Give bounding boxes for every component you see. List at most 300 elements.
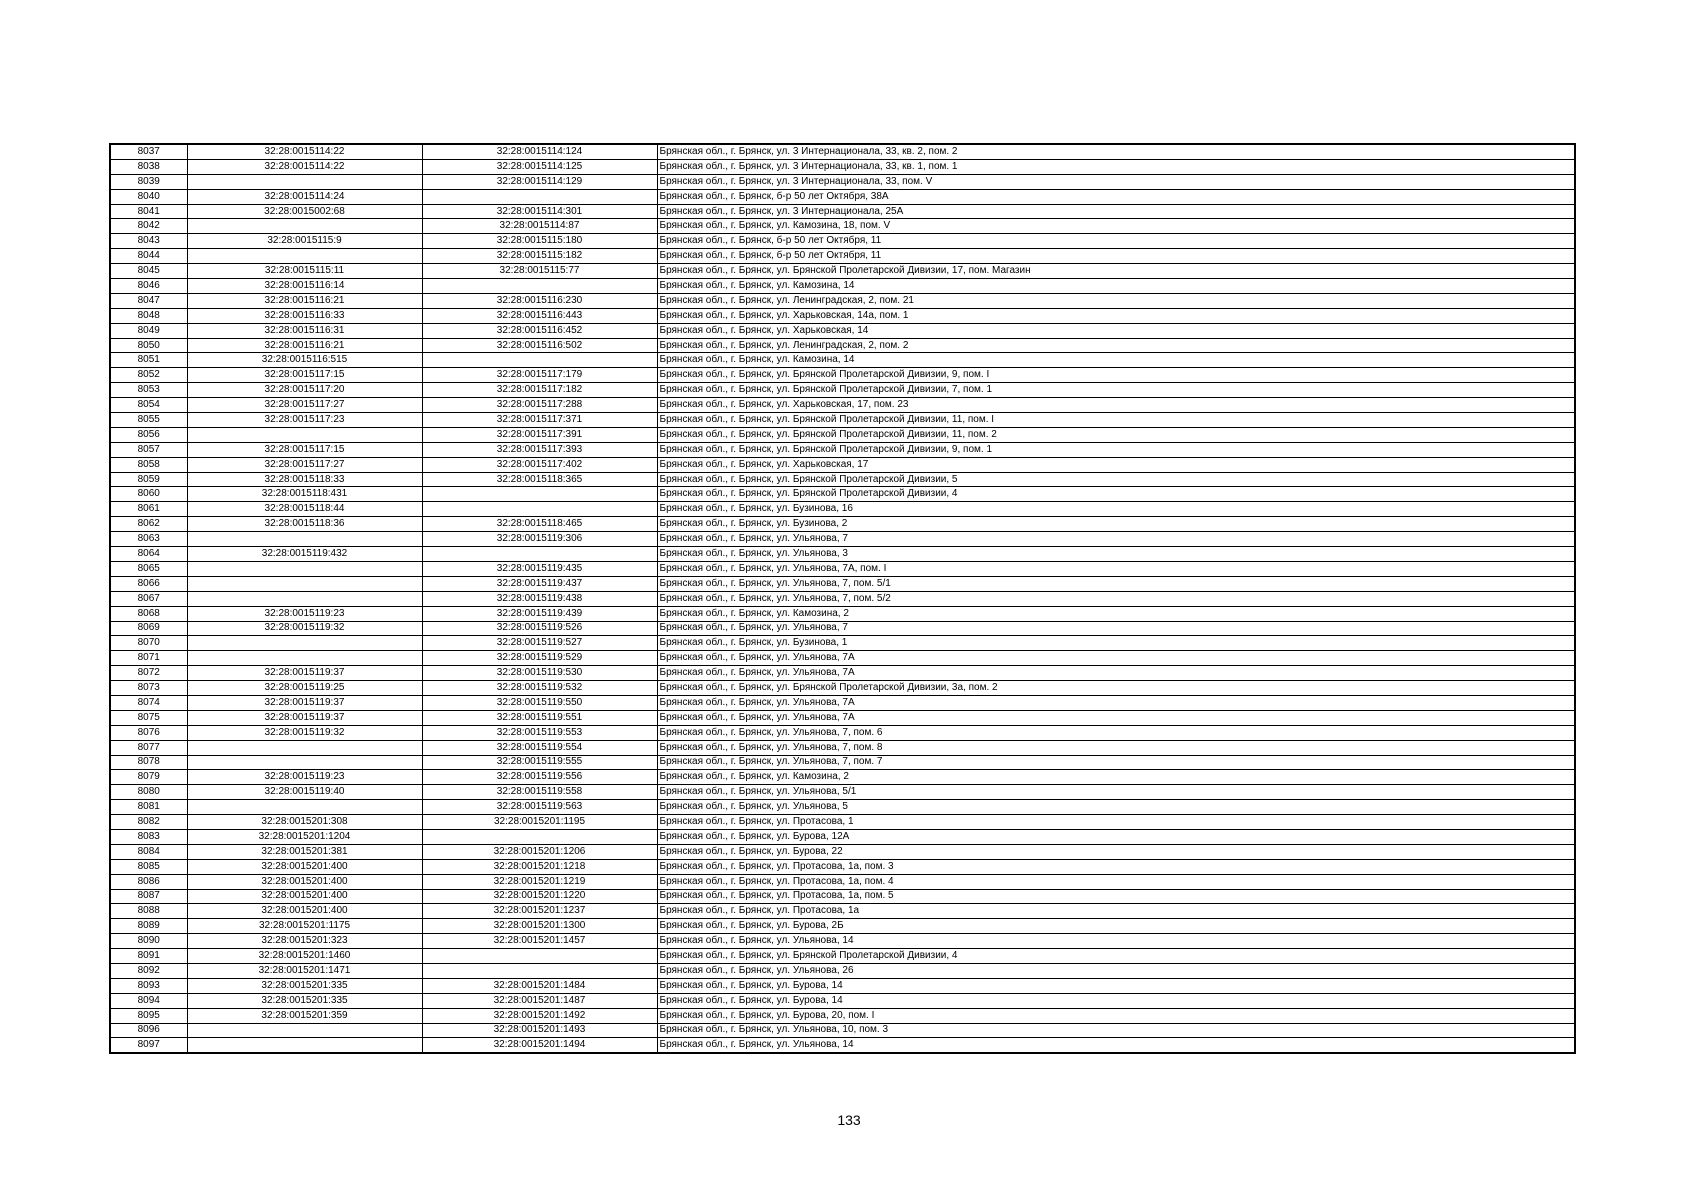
building-cadastral-number-cell: 32:28:0015116:230 [422,293,657,308]
row-number-cell: 8042 [110,219,187,234]
table-row [110,517,1575,532]
row-number-cell: 8075 [110,710,187,725]
parcel-cadastral-number-cell: 32:28:0015114:24 [187,189,422,204]
address-cell: Брянская обл., г. Брянск, ул. Ленинградская, 2, пом. 21 [657,293,1575,308]
parcel-cadastral-number-cell: 32:28:0015116:31 [187,323,422,338]
table-row [110,532,1575,547]
row-number-cell: 8086 [110,874,187,889]
parcel-cadastral-number-cell: 32:28:0015115:9 [187,234,422,249]
row-number-cell: 8049 [110,323,187,338]
address-cell: Брянская обл., г. Брянск, ул. Ульянова, 7А [657,666,1575,681]
parcel-cadastral-number-cell: 32:28:0015119:32 [187,621,422,636]
table-row [110,159,1575,174]
address-cell: Брянская обл., г. Брянск, ул. Бурова, 14 [657,978,1575,993]
address-cell: Брянская обл., г. Брянск, ул. Брянской Пролетарской Дивизии, 17, пом. Магазин [657,264,1575,279]
parcel-cadastral-number-cell: 32:28:0015201:1175 [187,919,422,934]
parcel-cadastral-number-cell: 32:28:0015119:37 [187,695,422,710]
table-row [110,978,1575,993]
parcel-cadastral-number-cell [187,576,422,591]
building-cadastral-number-cell: 32:28:0015201:1237 [422,904,657,919]
table-row [110,487,1575,502]
address-cell: Брянская обл., г. Брянск, ул. Ульянова, 7, пом. 5/1 [657,576,1575,591]
row-number-cell: 8038 [110,159,187,174]
row-number-cell: 8051 [110,353,187,368]
address-cell: Брянская обл., г. Брянск, ул. Ульянова, 7, пом. 7 [657,755,1575,770]
address-cell: Брянская обл., г. Брянск, ул. Брянской Пролетарской Дивизии, 5 [657,472,1575,487]
address-cell: Брянская обл., г. Брянск, ул. Харьковская, 14а, пом. 1 [657,308,1575,323]
parcel-cadastral-number-cell: 32:28:0015201:400 [187,904,422,919]
parcel-cadastral-number-cell: 32:28:0015119:23 [187,770,422,785]
address-cell: Брянская обл., г. Брянск, ул. Камозина, 18, пом. V [657,219,1575,234]
row-number-cell: 8095 [110,1008,187,1023]
address-cell: Брянская обл., г. Брянск, ул. Камозина, 2 [657,770,1575,785]
row-number-cell: 8094 [110,993,187,1008]
table-row [110,770,1575,785]
row-number-cell: 8059 [110,472,187,487]
building-cadastral-number-cell: 32:28:0015114:87 [422,219,657,234]
address-cell: Брянская обл., г. Брянск, ул. 3 Интернационала, 33, кв. 2, пом. 2 [657,144,1575,159]
address-cell: Брянская обл., г. Брянск, ул. Ульянова, 10, пом. 3 [657,1023,1575,1038]
address-cell: Брянская обл., г. Брянск, ул. Харьковская, 17 [657,457,1575,472]
table-row [110,859,1575,874]
parcel-cadastral-number-cell [187,561,422,576]
parcel-cadastral-number-cell: 32:28:0015117:20 [187,383,422,398]
building-cadastral-number-cell [422,829,657,844]
building-cadastral-number-cell: 32:28:0015117:182 [422,383,657,398]
table-row [110,815,1575,830]
address-cell: Брянская обл., г. Брянск, ул. Бузинова, 16 [657,502,1575,517]
row-number-cell: 8050 [110,338,187,353]
row-number-cell: 8060 [110,487,187,502]
row-number-cell: 8068 [110,606,187,621]
address-cell: Брянская обл., г. Брянск, ул. Брянской Пролетарской Дивизии, 11, пом. I [657,413,1575,428]
building-cadastral-number-cell: 32:28:0015119:532 [422,681,657,696]
parcel-cadastral-number-cell: 32:28:0015117:27 [187,457,422,472]
table-row [110,636,1575,651]
address-cell: Брянская обл., г. Брянск, ул. Брянской Пролетарской Дивизии, 4 [657,949,1575,964]
parcel-cadastral-number-cell: 32:28:0015201:335 [187,978,422,993]
building-cadastral-number-cell: 32:28:0015117:393 [422,442,657,457]
table-row [110,1038,1575,1053]
row-number-cell: 8087 [110,889,187,904]
table-body [110,144,1575,1053]
table-row [110,144,1575,159]
address-cell: Брянская обл., г. Брянск, ул. Брянской Пролетарской Дивизии, 9, пом. 1 [657,442,1575,457]
row-number-cell: 8043 [110,234,187,249]
building-cadastral-number-cell: 32:28:0015119:530 [422,666,657,681]
row-number-cell: 8079 [110,770,187,785]
table-row [110,725,1575,740]
parcel-cadastral-number-cell: 32:28:0015201:400 [187,859,422,874]
table-row [110,874,1575,889]
parcel-cadastral-number-cell: 32:28:0015201:308 [187,815,422,830]
row-number-cell: 8046 [110,279,187,294]
parcel-cadastral-number-cell [187,427,422,442]
parcel-cadastral-number-cell: 32:28:0015119:37 [187,710,422,725]
address-cell: Брянская обл., г. Брянск, ул. Ульянова, 26 [657,963,1575,978]
address-cell: Брянская обл., г. Брянск, ул. Протасова, 1а, пом. 4 [657,874,1575,889]
row-number-cell: 8084 [110,844,187,859]
parcel-cadastral-number-cell: 32:28:0015116:14 [187,279,422,294]
building-cadastral-number-cell [422,487,657,502]
building-cadastral-number-cell: 32:28:0015117:402 [422,457,657,472]
address-cell: Брянская обл., г. Брянск, ул. Ленинградская, 2, пом. 2 [657,338,1575,353]
address-cell: Брянская обл., г. Брянск, б-р 50 лет Октября, 11 [657,234,1575,249]
table-row [110,949,1575,964]
building-cadastral-number-cell: 32:28:0015118:465 [422,517,657,532]
address-cell: Брянская обл., г. Брянск, б-р 50 лет Октября, 38А [657,189,1575,204]
address-cell: Брянская обл., г. Брянск, ул. Протасова, 1 [657,815,1575,830]
parcel-cadastral-number-cell: 32:28:0015119:23 [187,606,422,621]
table-row [110,308,1575,323]
building-cadastral-number-cell: 32:28:0015201:1219 [422,874,657,889]
parcel-cadastral-number-cell: 32:28:0015117:27 [187,398,422,413]
address-cell: Брянская обл., г. Брянск, ул. Брянской Пролетарской Дивизии, 4 [657,487,1575,502]
table-row [110,800,1575,815]
parcel-cadastral-number-cell: 32:28:0015118:431 [187,487,422,502]
table-row [110,651,1575,666]
building-cadastral-number-cell: 32:28:0015201:1492 [422,1008,657,1023]
row-number-cell: 8067 [110,591,187,606]
parcel-cadastral-number-cell: 32:28:0015201:400 [187,874,422,889]
table-row [110,919,1575,934]
parcel-cadastral-number-cell: 32:28:0015002:68 [187,204,422,219]
table-row [110,502,1575,517]
table-row [110,338,1575,353]
building-cadastral-number-cell: 32:28:0015115:182 [422,249,657,264]
table-row [110,666,1575,681]
row-number-cell: 8089 [110,919,187,934]
address-cell: Брянская обл., г. Брянск, ул. Ульянова, 7А [657,695,1575,710]
parcel-cadastral-number-cell: 32:28:0015119:40 [187,785,422,800]
building-cadastral-number-cell: 32:28:0015201:1218 [422,859,657,874]
table-row [110,844,1575,859]
building-cadastral-number-cell [422,279,657,294]
parcel-cadastral-number-cell [187,591,422,606]
row-number-cell: 8090 [110,934,187,949]
row-number-cell: 8053 [110,383,187,398]
table-row [110,323,1575,338]
table-row [110,264,1575,279]
address-cell: Брянская обл., г. Брянск, ул. Бурова, 22 [657,844,1575,859]
parcel-cadastral-number-cell [187,219,422,234]
building-cadastral-number-cell: 32:28:0015117:371 [422,413,657,428]
table-row [110,219,1575,234]
row-number-cell: 8047 [110,293,187,308]
building-cadastral-number-cell: 32:28:0015119:437 [422,576,657,591]
address-cell: Брянская обл., г. Брянск, ул. Брянской Пролетарской Дивизии, 3а, пом. 2 [657,681,1575,696]
building-cadastral-number-cell: 32:28:0015119:306 [422,532,657,547]
building-cadastral-number-cell: 32:28:0015119:550 [422,695,657,710]
row-number-cell: 8083 [110,829,187,844]
parcel-cadastral-number-cell [187,800,422,815]
parcel-cadastral-number-cell [187,1038,422,1053]
parcel-cadastral-number-cell [187,1023,422,1038]
row-number-cell: 8044 [110,249,187,264]
table-row [110,457,1575,472]
address-cell: Брянская обл., г. Брянск, ул. Протасова, 1а, пом. 5 [657,889,1575,904]
row-number-cell: 8080 [110,785,187,800]
parcel-cadastral-number-cell: 32:28:0015114:22 [187,144,422,159]
table-row [110,189,1575,204]
table-row [110,234,1575,249]
table-row [110,934,1575,949]
building-cadastral-number-cell: 32:28:0015114:124 [422,144,657,159]
row-number-cell: 8062 [110,517,187,532]
address-cell: Брянская обл., г. Брянск, ул. Бурова, 20, пом. I [657,1008,1575,1023]
table-row [110,785,1575,800]
parcel-cadastral-number-cell [187,755,422,770]
building-cadastral-number-cell: 32:28:0015117:391 [422,427,657,442]
building-cadastral-number-cell: 32:28:0015119:527 [422,636,657,651]
table-row [110,249,1575,264]
address-cell: Брянская обл., г. Брянск, ул. Бурова, 14 [657,993,1575,1008]
building-cadastral-number-cell: 32:28:0015119:526 [422,621,657,636]
building-cadastral-number-cell [422,547,657,562]
row-number-cell: 8056 [110,427,187,442]
parcel-cadastral-number-cell: 32:28:0015117:15 [187,368,422,383]
building-cadastral-number-cell: 32:28:0015201:1493 [422,1023,657,1038]
row-number-cell: 8082 [110,815,187,830]
row-number-cell: 8078 [110,755,187,770]
parcel-cadastral-number-cell: 32:28:0015119:32 [187,725,422,740]
row-number-cell: 8077 [110,740,187,755]
address-cell: Брянская обл., г. Брянск, ул. Брянской Пролетарской Дивизии, 9, пом. I [657,368,1575,383]
row-number-cell: 8037 [110,144,187,159]
building-cadastral-number-cell: 32:28:0015119:439 [422,606,657,621]
address-cell: Брянская обл., г. Брянск, ул. 3 Интернационала, 33, кв. 1, пом. 1 [657,159,1575,174]
row-number-cell: 8097 [110,1038,187,1053]
address-cell: Брянская обл., г. Брянск, ул. Брянской Пролетарской Дивизии, 11, пом. 2 [657,427,1575,442]
table-row [110,398,1575,413]
address-cell: Брянская обл., г. Брянск, ул. 3 Интернационала, 33, пом. V [657,174,1575,189]
row-number-cell: 8040 [110,189,187,204]
row-number-cell: 8058 [110,457,187,472]
building-cadastral-number-cell: 32:28:0015119:558 [422,785,657,800]
building-cadastral-number-cell [422,963,657,978]
address-cell: Брянская обл., г. Брянск, ул. Ульянова, 7, пом. 8 [657,740,1575,755]
parcel-cadastral-number-cell: 32:28:0015201:323 [187,934,422,949]
address-cell: Брянская обл., г. Брянск, ул. Бурова, 12А [657,829,1575,844]
row-number-cell: 8088 [110,904,187,919]
row-number-cell: 8048 [110,308,187,323]
address-cell: Брянская обл., г. Брянск, ул. Бурова, 2Б [657,919,1575,934]
row-number-cell: 8081 [110,800,187,815]
building-cadastral-number-cell: 32:28:0015201:1487 [422,993,657,1008]
address-cell: Брянская обл., г. Брянск, ул. Брянской Пролетарской Дивизии, 7, пом. 1 [657,383,1575,398]
table-row [110,1008,1575,1023]
address-cell: Брянская обл., г. Брянск, ул. Харьковская, 17, пом. 23 [657,398,1575,413]
table-row [110,621,1575,636]
building-cadastral-number-cell: 32:28:0015114:129 [422,174,657,189]
table-row [110,755,1575,770]
building-cadastral-number-cell: 32:28:0015115:77 [422,264,657,279]
parcel-cadastral-number-cell: 32:28:0015201:1471 [187,963,422,978]
row-number-cell: 8071 [110,651,187,666]
row-number-cell: 8054 [110,398,187,413]
parcel-cadastral-number-cell: 32:28:0015201:400 [187,889,422,904]
address-cell: Брянская обл., г. Брянск, ул. Ульянова, 7, пом. 5/2 [657,591,1575,606]
building-cadastral-number-cell: 32:28:0015201:1484 [422,978,657,993]
row-number-cell: 8045 [110,264,187,279]
address-cell: Брянская обл., г. Брянск, ул. Ульянова, 7А, пом. I [657,561,1575,576]
parcel-cadastral-number-cell: 32:28:0015116:33 [187,308,422,323]
address-cell: Брянская обл., г. Брянск, ул. Ульянова, 5 [657,800,1575,815]
row-number-cell: 8070 [110,636,187,651]
row-number-cell: 8096 [110,1023,187,1038]
parcel-cadastral-number-cell: 32:28:0015118:33 [187,472,422,487]
building-cadastral-number-cell: 32:28:0015119:555 [422,755,657,770]
building-cadastral-number-cell: 32:28:0015119:553 [422,725,657,740]
table-row [110,279,1575,294]
address-cell: Брянская обл., г. Брянск, ул. Ульянова, 3 [657,547,1575,562]
row-number-cell: 8061 [110,502,187,517]
parcel-cadastral-number-cell: 32:28:0015201:335 [187,993,422,1008]
table-row [110,710,1575,725]
row-number-cell: 8073 [110,681,187,696]
parcel-cadastral-number-cell: 32:28:0015118:36 [187,517,422,532]
address-cell: Брянская обл., г. Брянск, ул. Ульянова, 14 [657,934,1575,949]
address-cell: Брянская обл., г. Брянск, ул. Бузинова, 1 [657,636,1575,651]
table-row [110,383,1575,398]
parcel-cadastral-number-cell [187,636,422,651]
table-row [110,904,1575,919]
parcel-cadastral-number-cell: 32:28:0015118:44 [187,502,422,517]
building-cadastral-number-cell: 32:28:0015116:443 [422,308,657,323]
building-cadastral-number-cell: 32:28:0015119:435 [422,561,657,576]
parcel-cadastral-number-cell: 32:28:0015119:432 [187,547,422,562]
address-cell: Брянская обл., г. Брянск, ул. Камозина, 14 [657,279,1575,294]
parcel-cadastral-number-cell [187,249,422,264]
table-row [110,368,1575,383]
row-number-cell: 8052 [110,368,187,383]
parcel-cadastral-number-cell: 32:28:0015201:359 [187,1008,422,1023]
address-cell: Брянская обл., г. Брянск, ул. Ульянова, 14 [657,1038,1575,1053]
table-row [110,472,1575,487]
row-number-cell: 8069 [110,621,187,636]
parcel-cadastral-number-cell: 32:28:0015201:1460 [187,949,422,964]
table-row [110,963,1575,978]
table-row [110,829,1575,844]
row-number-cell: 8093 [110,978,187,993]
address-cell: Брянская обл., г. Брянск, ул. Ульянова, 7А [657,651,1575,666]
parcel-cadastral-number-cell: 32:28:0015201:1204 [187,829,422,844]
table-row [110,547,1575,562]
cadastral-table [109,143,1576,1054]
row-number-cell: 8055 [110,413,187,428]
address-cell: Брянская обл., г. Брянск, ул. Ульянова, 7 [657,532,1575,547]
address-cell: Брянская обл., г. Брянск, ул. Ульянова, 7 [657,621,1575,636]
table-row [110,889,1575,904]
building-cadastral-number-cell [422,502,657,517]
table-row [110,606,1575,621]
table-row [110,174,1575,189]
building-cadastral-number-cell: 32:28:0015118:365 [422,472,657,487]
table-row [110,681,1575,696]
row-number-cell: 8085 [110,859,187,874]
building-cadastral-number-cell [422,949,657,964]
parcel-cadastral-number-cell [187,532,422,547]
building-cadastral-number-cell: 32:28:0015114:125 [422,159,657,174]
building-cadastral-number-cell: 32:28:0015201:1494 [422,1038,657,1053]
table-row [110,740,1575,755]
building-cadastral-number-cell: 32:28:0015117:179 [422,368,657,383]
row-number-cell: 8072 [110,666,187,681]
building-cadastral-number-cell [422,189,657,204]
row-number-cell: 8041 [110,204,187,219]
row-number-cell: 8066 [110,576,187,591]
table-row [110,293,1575,308]
address-cell: Брянская обл., г. Брянск, ул. Протасова, 1а, пом. 3 [657,859,1575,874]
table-row [110,427,1575,442]
parcel-cadastral-number-cell: 32:28:0015115:11 [187,264,422,279]
building-cadastral-number-cell: 32:28:0015201:1195 [422,815,657,830]
table-row [110,591,1575,606]
address-cell: Брянская обл., г. Брянск, ул. Камозина, 14 [657,353,1575,368]
table-row [110,561,1575,576]
parcel-cadastral-number-cell: 32:28:0015116:21 [187,293,422,308]
parcel-cadastral-number-cell [187,651,422,666]
building-cadastral-number-cell: 32:28:0015201:1300 [422,919,657,934]
address-cell: Брянская обл., г. Брянск, ул. Бузинова, 2 [657,517,1575,532]
building-cadastral-number-cell [422,353,657,368]
address-cell: Брянская обл., г. Брянск, б-р 50 лет Октября, 11 [657,249,1575,264]
table-row [110,413,1575,428]
building-cadastral-number-cell: 32:28:0015115:180 [422,234,657,249]
parcel-cadastral-number-cell: 32:28:0015119:37 [187,666,422,681]
row-number-cell: 8057 [110,442,187,457]
address-cell: Брянская обл., г. Брянск, ул. 3 Интернационала, 25А [657,204,1575,219]
table-row [110,442,1575,457]
address-cell: Брянская обл., г. Брянск, ул. Ульянова, 7А [657,710,1575,725]
address-cell: Брянская обл., г. Брянск, ул. Протасова, 1а [657,904,1575,919]
address-cell: Брянская обл., г. Брянск, ул. Камозина, 2 [657,606,1575,621]
building-cadastral-number-cell: 32:28:0015119:529 [422,651,657,666]
parcel-cadastral-number-cell: 32:28:0015114:22 [187,159,422,174]
building-cadastral-number-cell: 32:28:0015119:438 [422,591,657,606]
address-cell: Брянская обл., г. Брянск, ул. Ульянова, 7, пом. 6 [657,725,1575,740]
parcel-cadastral-number-cell [187,174,422,189]
building-cadastral-number-cell: 32:28:0015117:288 [422,398,657,413]
building-cadastral-number-cell: 32:28:0015119:554 [422,740,657,755]
table-row [110,576,1575,591]
building-cadastral-number-cell: 32:28:0015114:301 [422,204,657,219]
address-cell: Брянская обл., г. Брянск, ул. Ульянова, 5/1 [657,785,1575,800]
row-number-cell: 8091 [110,949,187,964]
parcel-cadastral-number-cell: 32:28:0015117:23 [187,413,422,428]
building-cadastral-number-cell: 32:28:0015116:452 [422,323,657,338]
row-number-cell: 8039 [110,174,187,189]
building-cadastral-number-cell: 32:28:0015119:563 [422,800,657,815]
row-number-cell: 8092 [110,963,187,978]
row-number-cell: 8063 [110,532,187,547]
table-row [110,695,1575,710]
building-cadastral-number-cell: 32:28:0015119:556 [422,770,657,785]
parcel-cadastral-number-cell: 32:28:0015116:21 [187,338,422,353]
parcel-cadastral-number-cell: 32:28:0015119:25 [187,681,422,696]
building-cadastral-number-cell: 32:28:0015119:551 [422,710,657,725]
row-number-cell: 8064 [110,547,187,562]
parcel-cadastral-number-cell: 32:28:0015116:515 [187,353,422,368]
row-number-cell: 8074 [110,695,187,710]
building-cadastral-number-cell: 32:28:0015116:502 [422,338,657,353]
page-number: 133 [837,1112,861,1128]
table-row [110,353,1575,368]
table-row [110,204,1575,219]
parcel-cadastral-number-cell [187,740,422,755]
parcel-cadastral-number-cell: 32:28:0015201:381 [187,844,422,859]
table-row [110,1023,1575,1038]
